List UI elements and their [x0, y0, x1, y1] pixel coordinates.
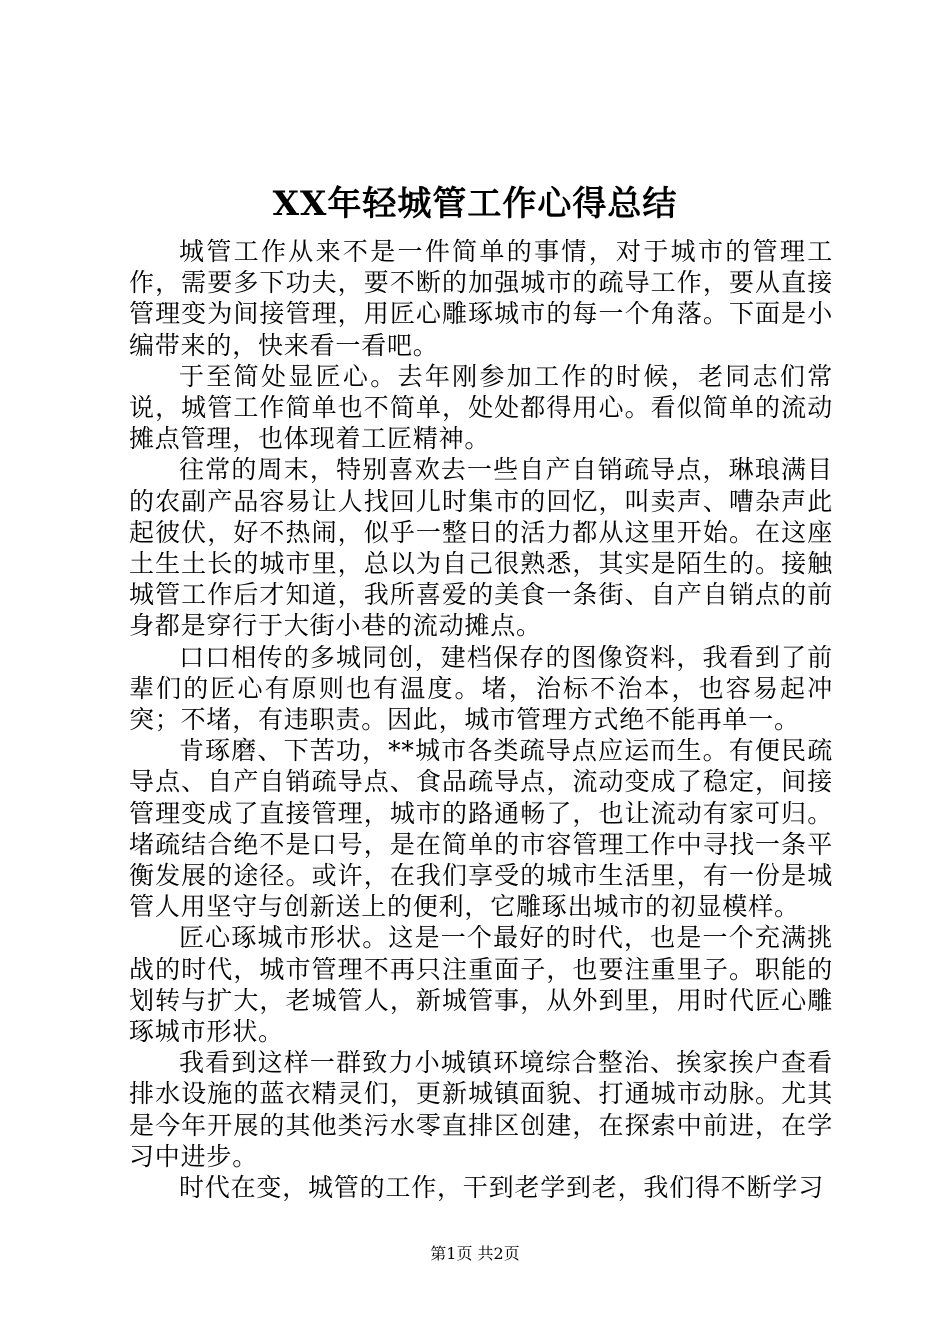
paragraph-7: 我看到这样一群致力小城镇环境综合整治、挨家挨户查看排水设施的蓝衣精灵们，更新城镇面貌、打通城市动脉。尤其是今年开展的其他类污水零直排区创建，在探索中前进，在学习中进步。	[129, 1048, 833, 1171]
paragraph-5: 肯琢磨、下苦功，**城市各类疏导点应运而生。有便民疏导点、自产自销疏导点、食品疏导点，流动变成了稳定，间接管理变成了直接管理，城市的路通畅了，也让流动有家可归。堵疏结合绝不是口号，是在简单的市容管理工作中寻找一条平衡发展的途径。或许，在我们享受的城市生活里，有一份是城管人用坚守与创新送上的便利，它雕琢出城市的初显模样。	[129, 736, 833, 922]
paragraph-8: 时代在变，城管的工作，干到老学到老，我们得不断学习	[179, 1173, 825, 1203]
paragraph-3: 往常的周末，特别喜欢去一些自产自销疏导点，琳琅满目的农副产品容易让人找回儿时集市的回忆，叫卖声、嘈杂声此起彼伏，好不热闹，似乎一整日的活力都从这里开始。在这座土生土长的城市里，总以为自己很熟悉，其实是陌生的。接触城管工作后才知道，我所喜爱的美食一条街、自产自销点的前身都是穿行于大街小巷的流动摊点。	[129, 455, 833, 641]
page-number-footer: 第1页 共2页	[430, 1244, 520, 1263]
document-title: XX年轻城管工作心得总结	[272, 184, 678, 224]
paragraph-6: 匠心琢城市形状。这是一个最好的时代，也是一个充满挑战的时代，城市管理不再只注重面子，也要注重里子。职能的划转与扩大，老城管人，新城管事，从外到里，用时代匠心雕琢城市形状。	[129, 923, 833, 1047]
paragraph-2: 于至简处显匠心。去年刚参加工作的时候，老同志们常说，城管工作简单也不简单，处处都得用心。看似简单的流动摊点管理，也体现着工匠精神。	[129, 361, 833, 454]
document-body	[129, 236, 833, 1203]
paragraph-4: 口口相传的多城同创，建档保存的图像资料，我看到了前辈们的匠心有原则也有温度。堵，治标不治本，也容易起冲突；不堵，有违职责。因此，城市管理方式绝不能再单一。	[129, 642, 833, 735]
paragraph-intro: 城管工作从来不是一件简单的事情，对于城市的管理工作，需要多下功夫，要不断的加强城市的疏导工作，要从直接管理变为间接管理，用匠心雕琢城市的每一个角落。下面是小编带来的，快来看一看吧。	[129, 237, 833, 360]
